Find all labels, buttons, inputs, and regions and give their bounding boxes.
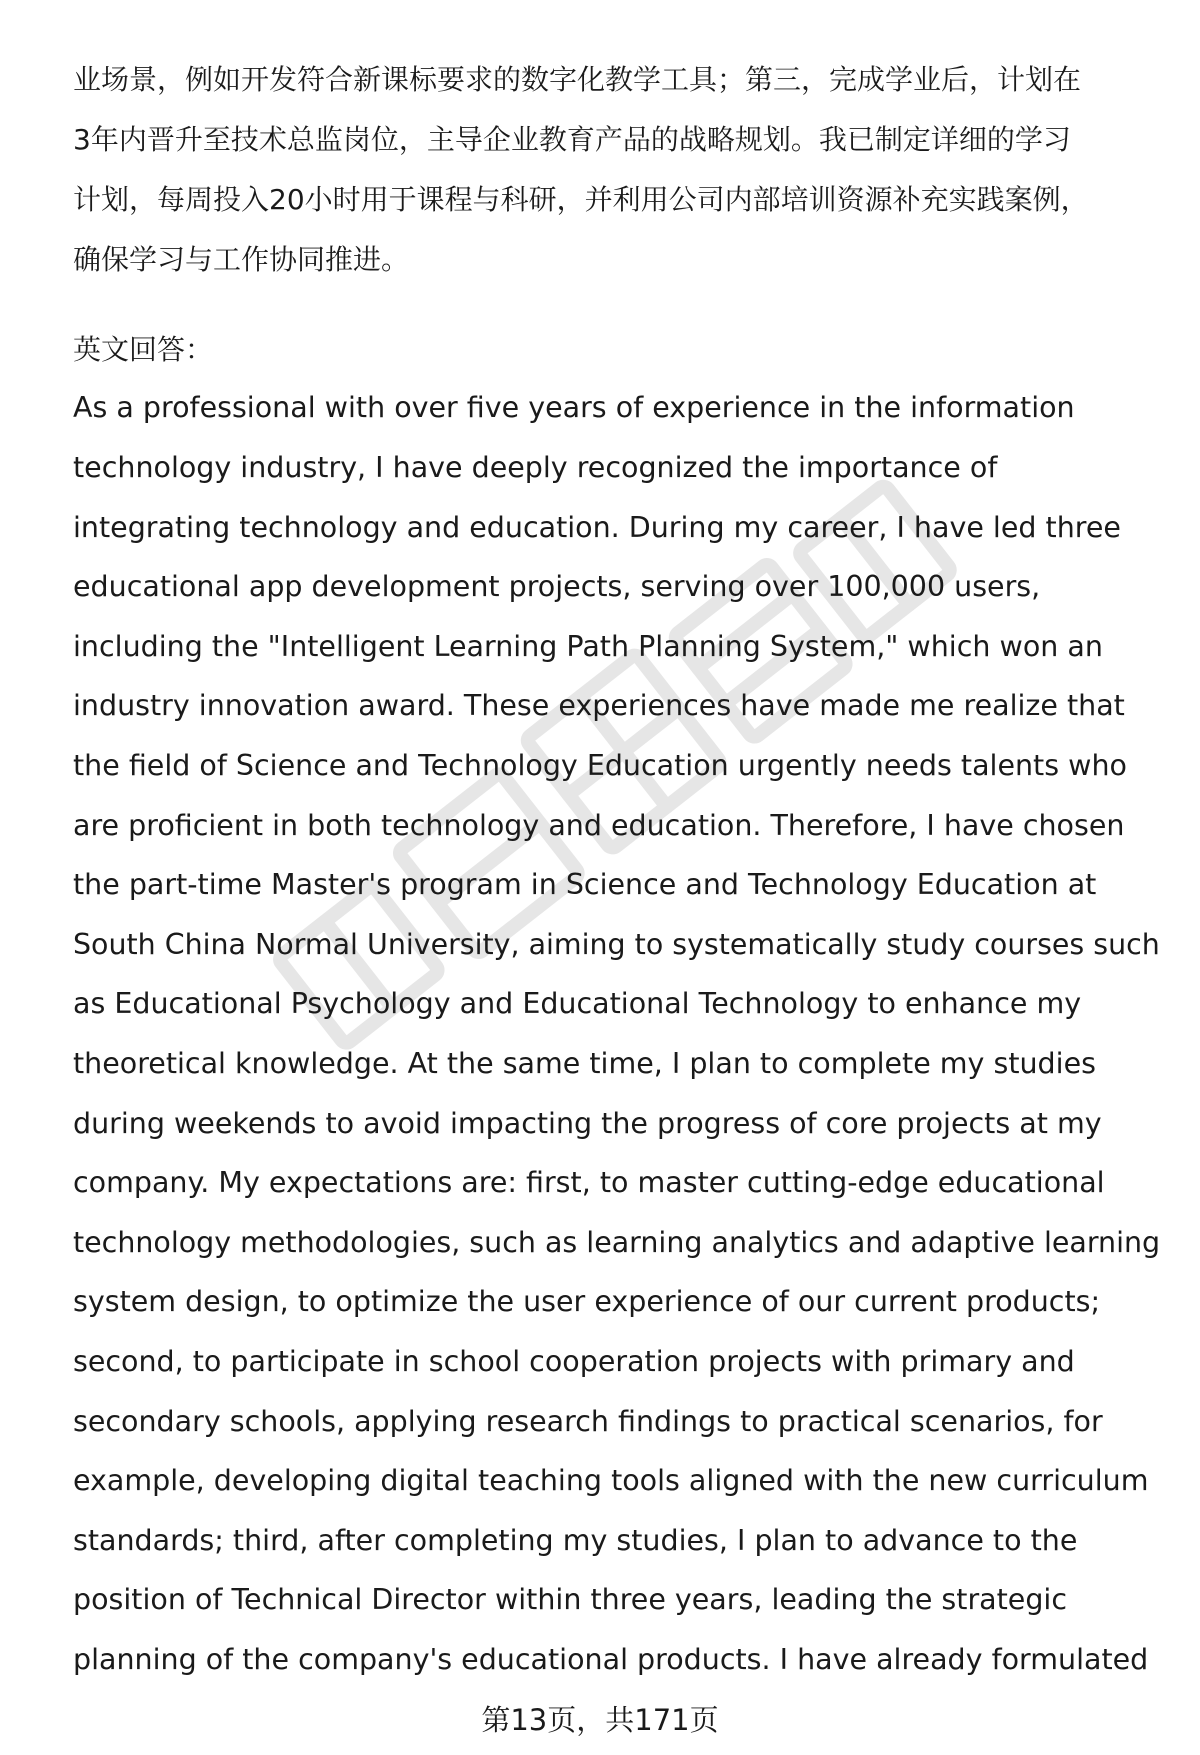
text-line: including the "Intelligent Learning Path Planning System," which won an <box>73 630 1103 663</box>
text-line: integrating technology and education. During my career, I have led three <box>73 511 1121 544</box>
text-line: second, to participate in school cooperation projects with primary and <box>73 1345 1075 1378</box>
text-line: 计划，每周投入20小时用于课程与科研，并利用公司内部培训资源补充实践案例， <box>73 183 1089 216</box>
text-line: example, developing digital teaching tools aligned with the new curriculum <box>73 1464 1149 1497</box>
text-line: company. My expectations are: first, to master cutting-edge educational <box>73 1166 1105 1199</box>
text-line: industry innovation award. These experiences have made me realize that <box>73 689 1125 722</box>
text-line: the part-time Master's program in Science and Technology Education at <box>73 868 1097 901</box>
text-line: South China Normal University, aiming to systematically study courses such <box>73 928 1160 961</box>
text-line: planning of the company's educational products. I have already formulated <box>73 1643 1149 1676</box>
text-line: 确保学习与工作协同推进。 <box>73 243 410 276</box>
page-number-footer: 第13页，共171页 <box>481 1703 719 1737</box>
text-line: the field of Science and Technology Education urgently needs talents who <box>73 749 1127 782</box>
section-heading: 英文回答： <box>73 333 214 366</box>
text-line: system design, to optimize the user experience of our current products; <box>73 1285 1101 1318</box>
text-line: as Educational Psychology and Educational Technology to enhance my <box>73 987 1082 1020</box>
text-line: technology methodologies, such as learning analytics and adaptive learning <box>73 1226 1161 1259</box>
text-line: during weekends to avoid impacting the progress of core projects at my <box>73 1107 1102 1140</box>
text-line: As a professional with over five years of experience in the information <box>73 391 1075 424</box>
text-line: secondary schools, applying research findings to practical scenarios, for <box>73 1405 1103 1438</box>
text-line: are proficient in both technology and education. Therefore, I have chosen <box>73 809 1125 842</box>
text-line: position of Technical Director within three years, leading the strategic <box>73 1583 1068 1616</box>
text-line: educational app development projects, serving over 100,000 users, <box>73 570 1041 603</box>
text-line: theoretical knowledge. At the same time, I plan to complete my studies <box>73 1047 1096 1080</box>
text-line: 3年内晋升至技术总监岗位，主导企业教育产品的战略规划。我已制定详细的学习 <box>73 123 1071 156</box>
text-line: 业场景，例如开发符合新课标要求的数字化教学工具；第三，完成学业后，计划在 <box>73 63 1082 96</box>
text-line: standards; third, after completing my studies, I plan to advance to the <box>73 1524 1078 1557</box>
text-line: technology industry, I have deeply recognized the importance of <box>73 451 998 484</box>
